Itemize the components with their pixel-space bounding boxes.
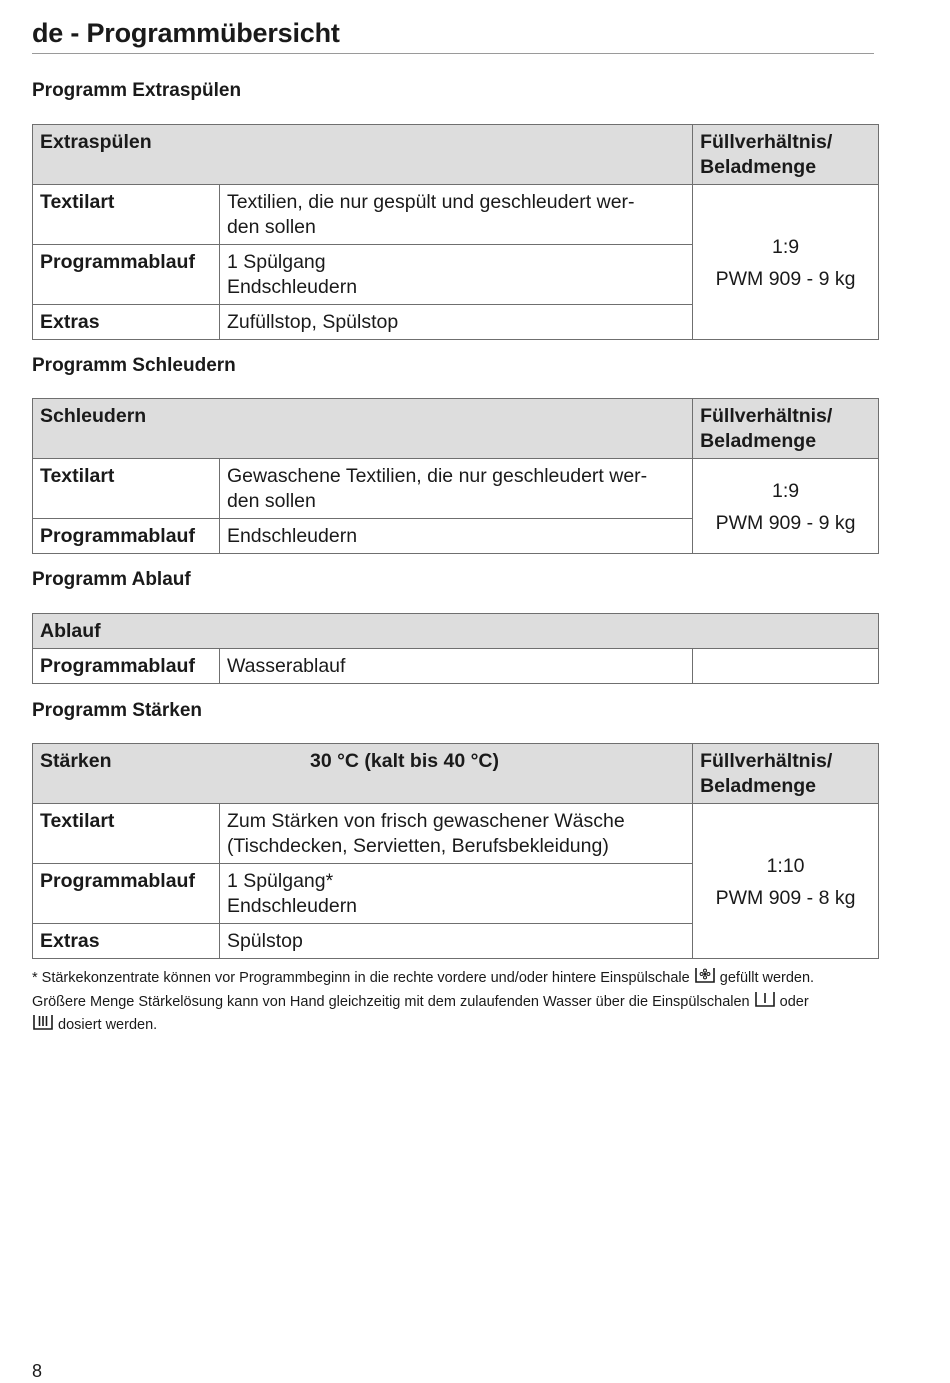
footnote-text: dosiert werden. — [58, 1017, 158, 1033]
row-label: Textilart — [33, 185, 220, 245]
row-value-line-1: Zum Stärken von frisch gewaschener Wäsche — [226, 810, 625, 832]
program-name: Schleudern — [33, 399, 693, 459]
row-label: Extras — [33, 305, 220, 340]
footnote-text: * Stärkekonzentrate können vor Programmbeginn in die rechte vordere und/oder hintere Einspülschale — [32, 970, 690, 986]
row-value — [219, 459, 692, 519]
row-label: Programmablauf — [33, 649, 220, 684]
table-ablauf — [32, 613, 879, 684]
section-heading-schleudern: Programm Schleudern — [32, 355, 236, 376]
row-value-line-2: Endschleudern — [226, 895, 358, 917]
footnote-text: oder — [779, 993, 809, 1010]
fill-ratio-header-line-1: Füllverhältnis/ — [700, 750, 833, 772]
fill-ratio-header — [693, 125, 879, 185]
fill-ratio-header-line-2: Beladmenge — [700, 430, 817, 452]
row-value-line-2: Endschleudern — [226, 276, 358, 298]
row-label: Textilart — [33, 459, 220, 519]
row-value-line-1: Textilien, die nur gespült und geschleudert wer- — [226, 191, 635, 213]
fill-ratio-header-line-1: Füllverhältnis/ — [700, 405, 833, 427]
fill-ratio-cell — [693, 459, 879, 554]
fill-ratio-cell — [693, 804, 879, 959]
fill-ratio-header — [693, 399, 879, 459]
load-capacity: PWM 909 - 9 kg — [715, 267, 856, 290]
load-capacity: PWM 909 - 8 kg — [715, 886, 856, 909]
row-label: Programmablauf — [33, 864, 220, 924]
table-header-row — [33, 399, 879, 459]
load-capacity: PWM 909 - 9 kg — [715, 511, 856, 534]
section-heading-staerken: Programm Stärken — [32, 700, 203, 721]
table-row — [33, 185, 879, 245]
row-label: Extras — [33, 924, 220, 959]
section-heading-extraspuelen: Programm Extraspülen — [32, 80, 242, 101]
table-staerken — [32, 743, 879, 959]
table-extraspuelen — [32, 124, 879, 340]
section-heading-ablauf: Programm Ablauf — [32, 569, 191, 590]
row-value: Spülstop — [219, 924, 692, 959]
fill-ratio-header — [693, 744, 879, 804]
main-wash-compartment-icon — [754, 991, 776, 1015]
row-value-line-1: Gewaschene Textilien, die nur geschleudert wer- — [226, 465, 648, 487]
row-value: Zufüllstop, Spülstop — [219, 305, 692, 340]
fill-ratio-cell-empty — [693, 649, 879, 684]
table-header-row — [33, 614, 879, 649]
fill-ratio: 1:10 — [766, 854, 805, 877]
table-row — [33, 804, 879, 864]
row-label: Programmablauf — [33, 519, 220, 554]
program-name: Extraspülen — [33, 125, 693, 185]
table-header-row — [33, 125, 879, 185]
row-value-line-2: den sollen — [226, 490, 316, 512]
softener-compartment-icon — [694, 967, 716, 991]
footnote-text: gefüllt werden. — [719, 970, 815, 986]
page-title: de - Programmübersicht — [32, 18, 874, 54]
program-name: Ablauf — [33, 614, 879, 649]
row-label: Programmablauf — [33, 245, 220, 305]
table-header-row — [33, 744, 879, 804]
fill-ratio: 1:9 — [771, 235, 800, 258]
program-temperature: 30 °C (kalt bis 40 °C) — [310, 750, 499, 772]
row-value-line-1: 1 Spülgang — [226, 251, 326, 273]
page-number: 8 — [32, 1361, 43, 1381]
row-value — [219, 804, 692, 864]
row-label: Textilart — [33, 804, 220, 864]
table-row — [33, 459, 879, 519]
row-value: Endschleudern — [219, 519, 692, 554]
program-name-cell — [33, 744, 693, 804]
pre-wash-compartment-icon — [32, 1014, 54, 1038]
fill-ratio-header-line-2: Beladmenge — [700, 156, 817, 178]
row-value — [219, 864, 692, 924]
row-value — [219, 185, 692, 245]
fill-ratio-header-line-2: Beladmenge — [700, 775, 817, 797]
row-value-line-2: den sollen — [226, 216, 316, 238]
fill-ratio-cell — [693, 185, 879, 340]
footnote — [32, 967, 882, 1038]
table-row — [33, 649, 879, 684]
table-schleudern — [32, 398, 879, 554]
row-value-line-1: 1 Spülgang* — [226, 870, 334, 892]
row-value — [219, 245, 692, 305]
program-name: Stärken — [40, 750, 112, 772]
row-value: Wasserablauf — [219, 649, 692, 684]
fill-ratio: 1:9 — [771, 479, 800, 502]
fill-ratio-header-line-1: Füllverhältnis/ — [700, 131, 833, 153]
footnote-text: Größere Menge Stärkelösung kann von Hand gleichzeitig mit dem zulaufenden Wasser über die Einspülschalen — [32, 993, 750, 1010]
row-value-line-2: (Tischdecken, Servietten, Berufsbekleidung) — [226, 835, 609, 857]
